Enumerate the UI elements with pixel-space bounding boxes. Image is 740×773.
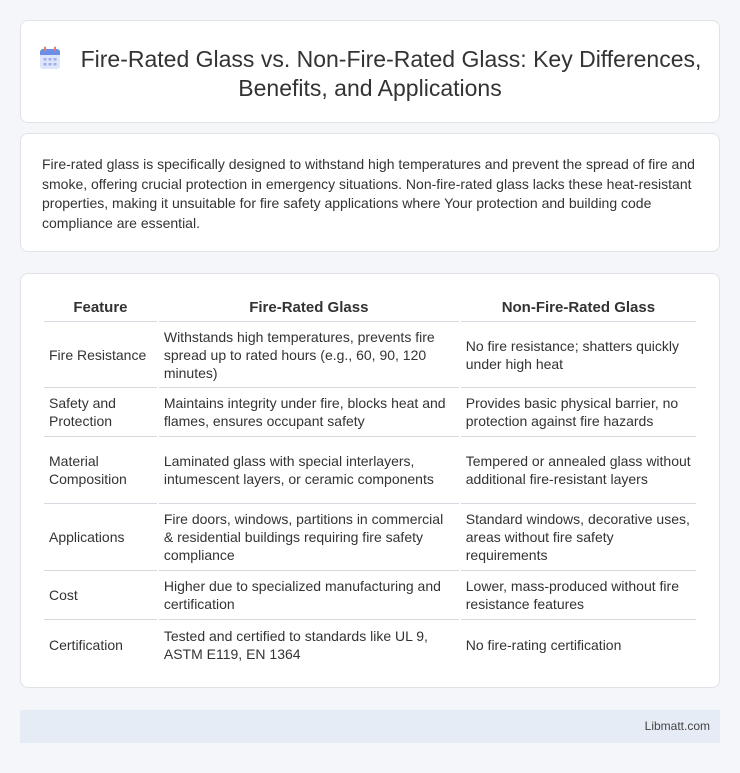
footer-bar bbox=[20, 710, 720, 743]
row-non-fire-rated: Standard windows, decorative uses, areas without fire safety requirements bbox=[461, 504, 696, 571]
table-row bbox=[44, 437, 696, 504]
intro-card bbox=[20, 133, 720, 252]
comparison-table bbox=[42, 293, 698, 669]
row-fire-rated: Fire doors, windows, partitions in commercial & residential buildings requiring fire safety compliance bbox=[159, 504, 459, 571]
table-row bbox=[44, 388, 696, 437]
row-fire-rated: Tested and certified to standards like UL 9, ASTM E119, EN 1364 bbox=[163, 627, 428, 662]
title-card bbox=[20, 20, 720, 123]
row-feature: Applications bbox=[44, 504, 157, 571]
row-fire-rated: Laminated glass with special interlayers, intumescent layers, or ceramic components bbox=[159, 437, 459, 504]
table-row bbox=[44, 571, 696, 620]
header-non-fire-rated: Non-Fire-Rated Glass bbox=[461, 293, 696, 322]
header-fire-rated: Fire-Rated Glass bbox=[159, 293, 459, 322]
header-feature: Feature bbox=[44, 293, 157, 322]
footer-brand[interactable]: Libmatt.com bbox=[644, 719, 710, 733]
row-feature: Cost bbox=[44, 571, 157, 620]
intro-paragraph: Fire-rated glass is specifically designed to withstand high temperatures and prevent the spread of fire and smoke, offering crucial protection in emergency situations. Non-fire-rated glass lacks these heat-resistant properties, making it unsuitable for fire safety applications where Your protection and building code compliance are essential. bbox=[42, 156, 695, 231]
row-fire-rated: Withstands high temperatures, prevents fire spread up to rated hours (e.g., 60, 90, 120 minutes) bbox=[159, 322, 459, 388]
table-row bbox=[44, 504, 696, 571]
row-feature: Material Composition bbox=[44, 437, 157, 504]
table-row bbox=[44, 322, 696, 388]
comparison-card bbox=[20, 273, 720, 688]
page-title-wrap bbox=[21, 45, 719, 103]
table-row bbox=[44, 620, 696, 669]
table-header-row bbox=[44, 293, 696, 322]
page-title: Fire-Rated Glass vs. Non-Fire-Rated Glass: Key Differences, Benefits, and Applications bbox=[80, 46, 702, 101]
calendar-icon bbox=[39, 46, 61, 70]
row-non-fire-rated: No fire resistance; shatters quickly under high heat bbox=[461, 322, 696, 388]
row-non-fire-rated: Tempered or annealed glass without additional fire-resistant layers bbox=[461, 437, 696, 504]
row-feature: Safety and Protection bbox=[44, 388, 157, 437]
row-non-fire-rated: Provides basic physical barrier, no protection against fire hazards bbox=[461, 388, 696, 437]
row-feature: Fire Resistance bbox=[44, 322, 157, 388]
row-fire-rated: Maintains integrity under fire, blocks heat and flames, ensures occupant safety bbox=[159, 388, 459, 437]
row-non-fire-rated: No fire-rating certification bbox=[465, 636, 622, 653]
row-non-fire-rated: Lower, mass-produced without fire resistance features bbox=[461, 571, 696, 620]
row-feature: Certification bbox=[49, 636, 123, 653]
row-fire-rated: Higher due to specialized manufacturing and certification bbox=[159, 571, 459, 620]
